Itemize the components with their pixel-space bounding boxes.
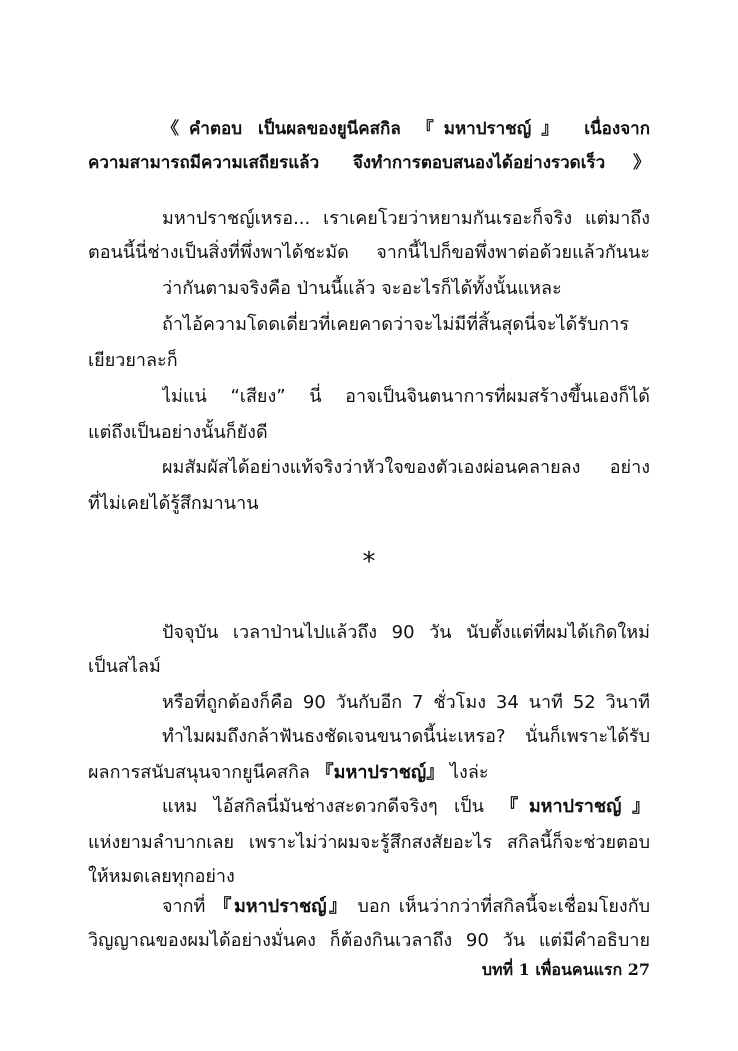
text-run: บอก เห็นว่ากว่าที่สกิลนี้จะเชื่อมโยงกับ: [349, 896, 650, 917]
text-run: แหม ไอ้สกิลนี่มันช่างสะดวกดีจริงๆ เป็น: [162, 796, 501, 817]
scene-break-asterisk: *: [362, 547, 376, 577]
paragraph-line: เป็นสไลม์: [88, 656, 161, 677]
page-footer: บทที่ 1 เพื่อนคนแรก 27: [481, 960, 650, 979]
heading-line-2: ความสามารถมีความเสถียรแล้ว จึงทำการตอบสนองได้อย่างรวดเร็ว》: [88, 153, 650, 173]
paragraph-line: [162, 790, 650, 824]
heading-line-1: 《คำตอบ เป็นผลของยูนีคสกิล 『มหาปราชญ์』 เนื่องจาก: [162, 119, 650, 139]
paragraph-line: ทำไมผมถึงกล้าฟันธงชัดเจนขนาดนี้น่ะเหรอ? นั่นก็เพราะได้รับ: [162, 726, 650, 747]
paragraph-line: ไม่แน่ “เสียง” นี่ อาจเป็นจินตนาการที่ผมสร้างขึ้นเองก็ได้: [162, 386, 650, 407]
skill-name: 『มหาปราชญ์』: [315, 762, 445, 783]
paragraph-line: ตอนนี้นี่ช่างเป็นสิ่งที่พึ่งพาได้ชะมัด จากนี้ไปก็ขอพึ่งพาต่อด้วยแล้วกันนะ: [88, 242, 650, 263]
paragraph-line: [88, 756, 650, 790]
text-run: ไงล่ะ: [444, 762, 489, 783]
paragraph-line: วิญญาณของผมได้อย่างมั่นคง ก็ต้องกินเวลาถึง 90 วัน แต่มีคำอธิบาย: [88, 930, 650, 951]
paragraph-line: ให้หมดเลยทุกอย่าง: [88, 866, 235, 887]
paragraph-line: เยียวยาละก็: [88, 350, 178, 371]
paragraph-line: หรือที่ถูกต้องก็คือ 90 วันกับอีก 7 ชั่วโมง 34 นาที 52 วินาที: [162, 692, 650, 713]
text-run: ผลการสนับสนุนจากยูนีคสกิล: [88, 762, 316, 783]
skill-name: 『มหาปราชญ์』: [213, 896, 350, 917]
skill-name: 『มหาปราชญ์』: [500, 796, 650, 817]
paragraph-line: ถ้าไอ้ความโดดเดี่ยวที่เคยคาดว่าจะไม่มีที่สิ้นสุดนี่จะได้รับการ: [162, 314, 630, 335]
paragraph-line: ที่ไม่เคยได้รู้สึกมานาน: [88, 493, 259, 514]
paragraph-line: แต่ถึงเป็นอย่างนั้นก็ยังดี: [88, 422, 268, 443]
paragraph-line: มหาปราชญ์เหรอ... เราเคยโวยว่าหยามกันเรอะก็จริง แต่มาถึง: [162, 208, 650, 229]
paragraph-line: ปัจจุบัน เวลาป่านไปแล้วถึง 90 วัน นับตั้งแต่ที่ผมได้เกิดใหม่: [162, 622, 650, 643]
paragraph-line: แห่งยามลำบากเลย เพราะไม่ว่าผมจะรู้สึกสงสัยอะไร สกิลนี้ก็จะช่วยตอบ: [88, 832, 650, 853]
text-run: จากที่: [162, 896, 214, 917]
paragraph-line: [162, 890, 650, 924]
paragraph-line: ว่ากันตามจริงคือ ป่านนี้แล้ว จะอะไรก็ได้ทั้งนั้นแหละ: [162, 278, 562, 299]
paragraph-line: ผมสัมผัสได้อย่างแท้จริงว่าหัวใจของตัวเองผ่อนคลายลง อย่าง: [162, 457, 650, 478]
